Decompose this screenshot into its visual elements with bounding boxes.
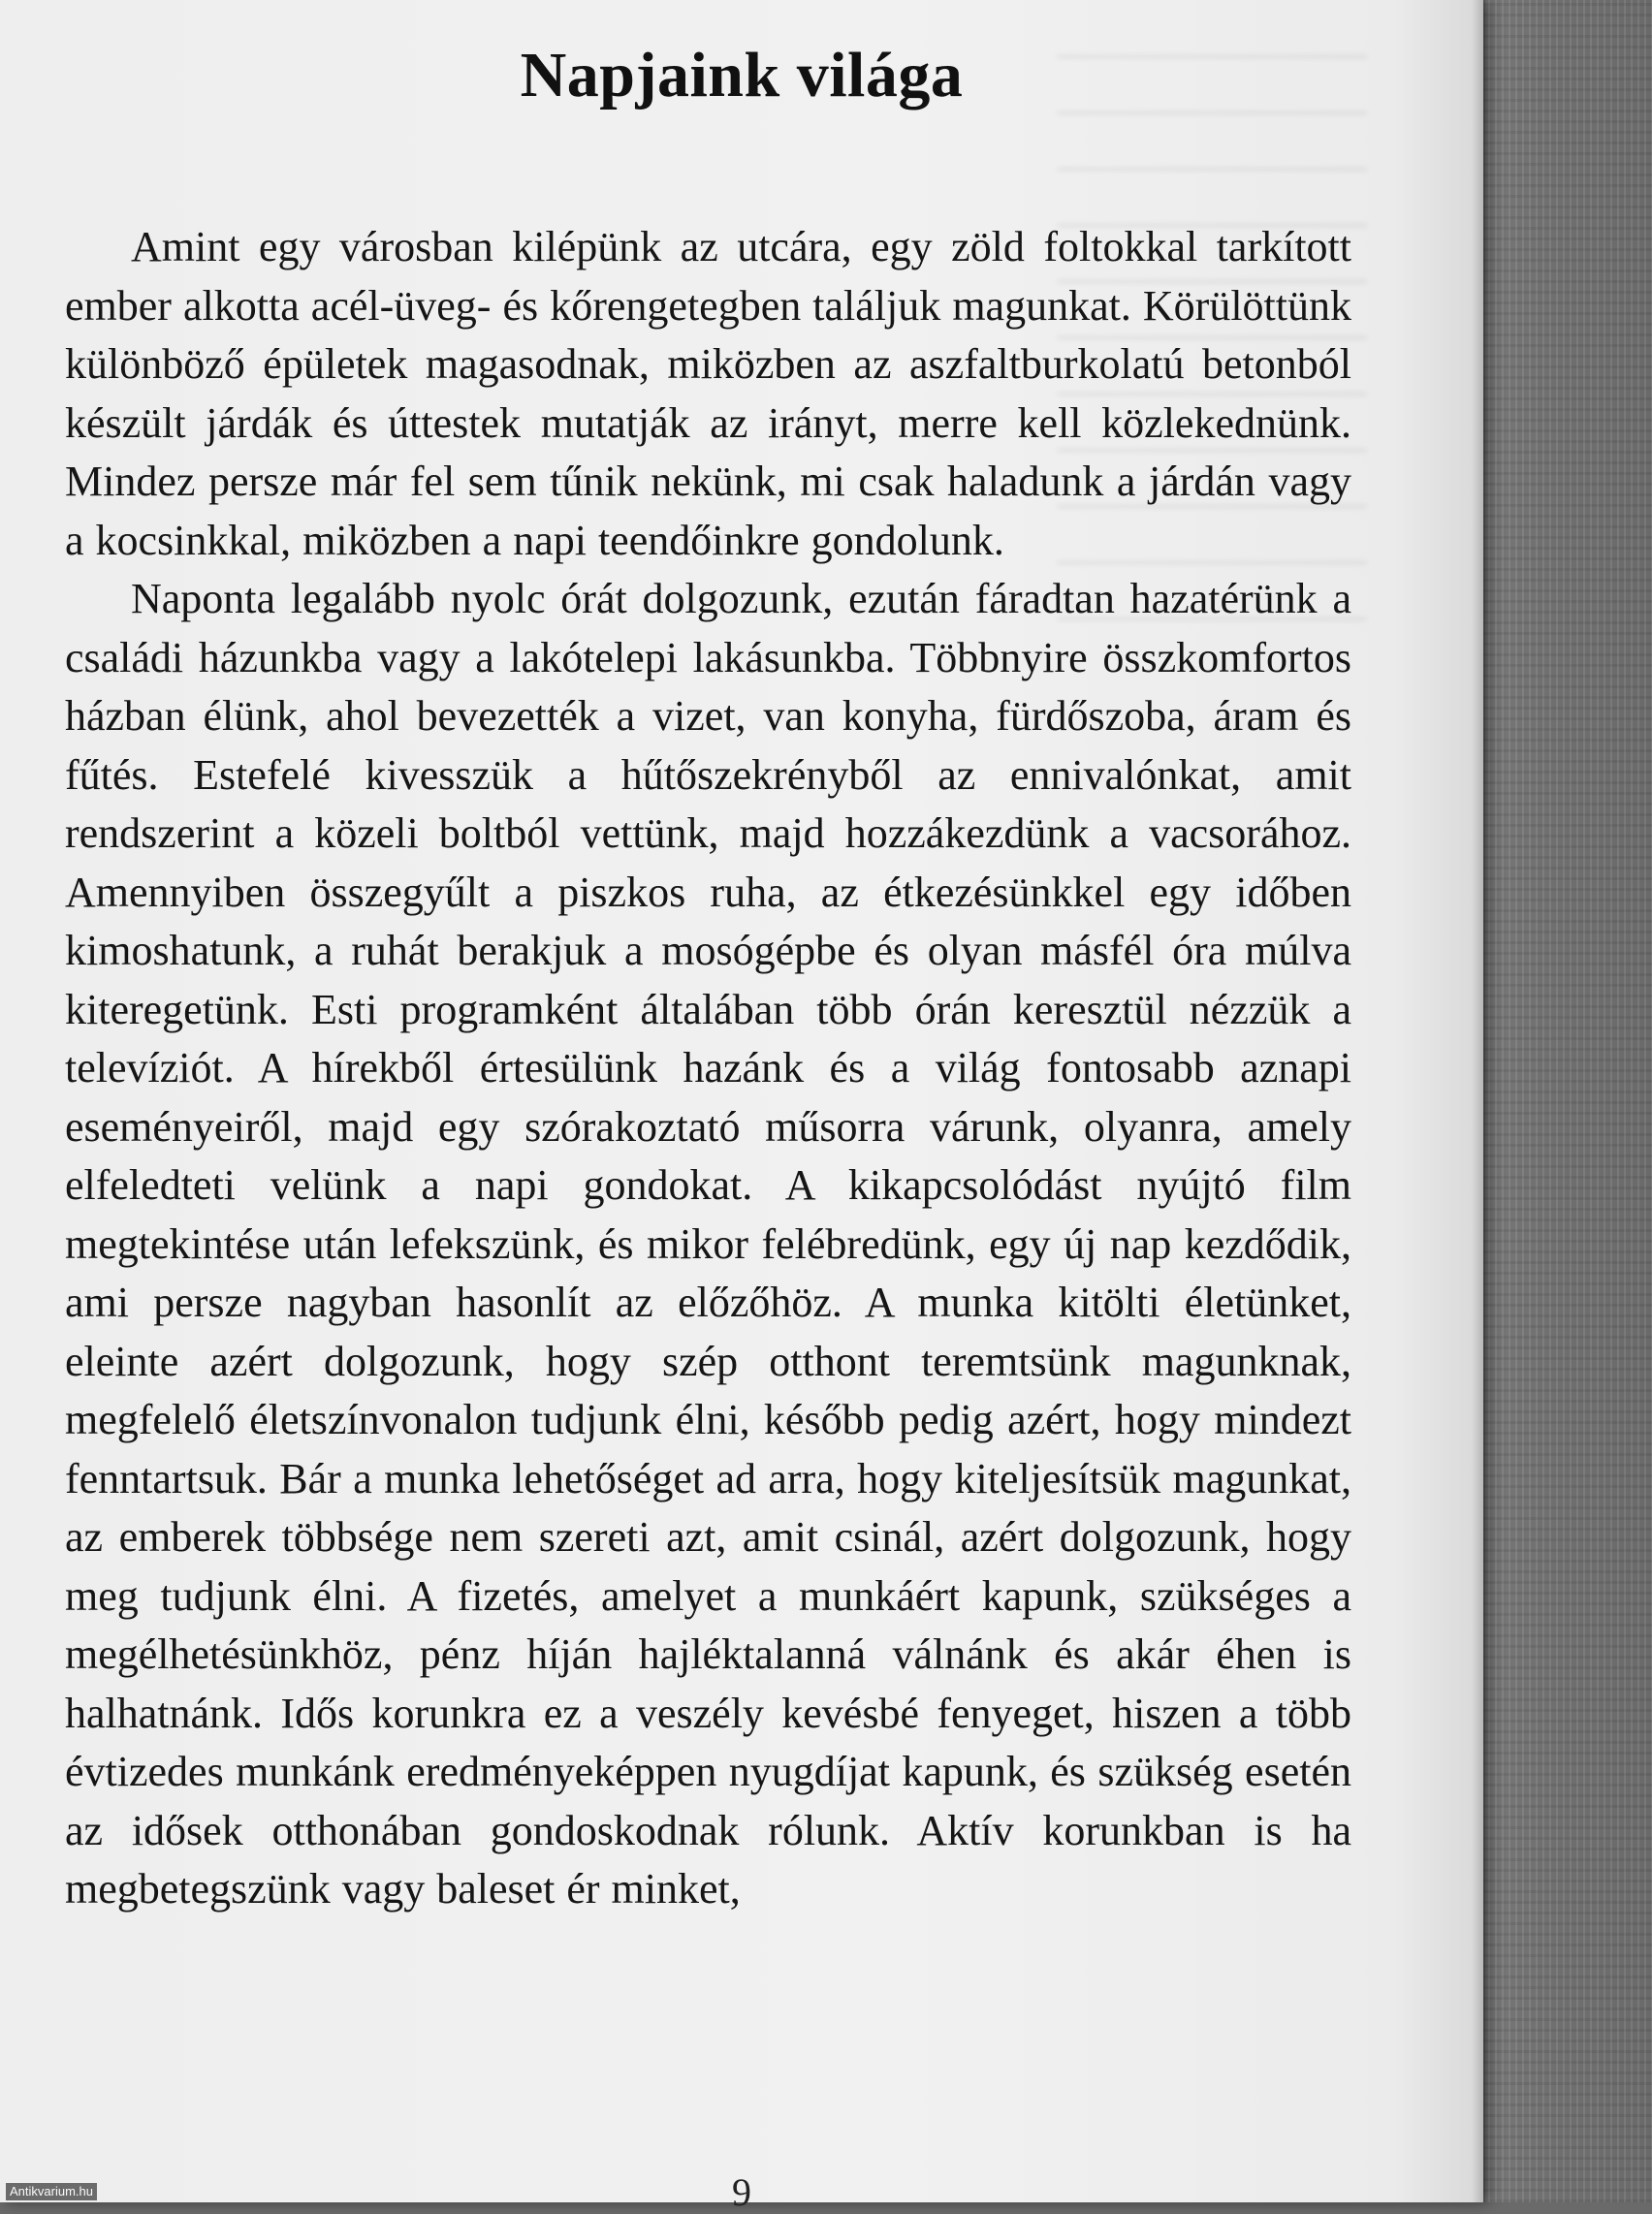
paragraph-1: Amint egy városban kilépünk az utcára, egy zöld foltokkal tarkított ember alkotta acél-üveg- és kőrengetegben találjuk magunkat. Körülöttünk különböző épületek magasodnak, miközben az aszfaltburkolatú betonból készült járdák és úttestek mutatják az irányt, merre kell közlekednünk. Mindez persze már fel sem tűnik nekünk, mi csak haladunk a járdán vagy a kocsinkkal, miközben a napi teendőinkre gondolunk. — [65, 223, 1351, 564]
body-text — [65, 218, 1351, 1919]
watermark-label: Antikvarium.hu — [6, 2183, 97, 2200]
page-number: 9 — [732, 2170, 751, 2214]
page-edge-shadow — [1472, 0, 1485, 2202]
paragraph-2: Naponta legalább nyolc órát dolgozunk, ezután fáradtan hazatérünk a családi házunkba vagy a lakótelepi lakásunkba. Többnyire összkomfortos házban élünk, ahol bevezették a vizet, van konyha, fürdőszoba, áram és fűtés. Estefelé kivesszük a hűtőszekrényből az ennivalónkat, amit rendszerint a közeli boltból vettünk, majd hozzákezdünk a vacsorához. Amennyiben összegyűlt a piszkos ruha, az étkezésünkkel egy időben kimoshatunk, a ruhát berakjuk a mosógépbe és olyan másfél óra múlva kiteregetünk. Esti programként általában több órán keresztül nézzük a televíziót. A hírekből értesülünk hazánk és a világ fontosabb aznapi eseményeiről, majd egy szórakoztató műsorra várunk, olyanra, amely elfeledteti velünk a napi gondokat. A kikapcsolódást nyújtó film megtekintése után lefekszünk, és mikor felébredünk, egy új nap kezdődik, ami persze nagyban hasonlít az előzőhöz. A munka kitölti életünket, eleinte azért dolgozunk, hogy szép otthont teremtsünk magunknak, megfelelő életszínvonalon tudjunk élni, később pedig azért, hogy mindezt fenntartsuk. Bár a munka lehetőséget ad arra, hogy kiteljesítsük magunkat, az emberek többsége nem szereti azt, amit csinál, azért dolgozunk, hogy meg tudjunk élni. A fizetés, amelyet a munkáért kapunk, szükséges a megélhetésünkhöz, pénz híján hajléktalanná válnánk és akár éhen is halhatnánk. Idős korunkra ez a veszély kevésbé fenyeget, hiszen a több évtizedes munkánk eredményeképpen nyugdíjat kapunk, és szükség esetén az idősek otthonában gondoskodnak rólunk. Aktív korunkban is ha megbetegszünk vagy baleset ér minket, — [65, 575, 1351, 1913]
page-title: Napjaink világa — [520, 40, 964, 111]
